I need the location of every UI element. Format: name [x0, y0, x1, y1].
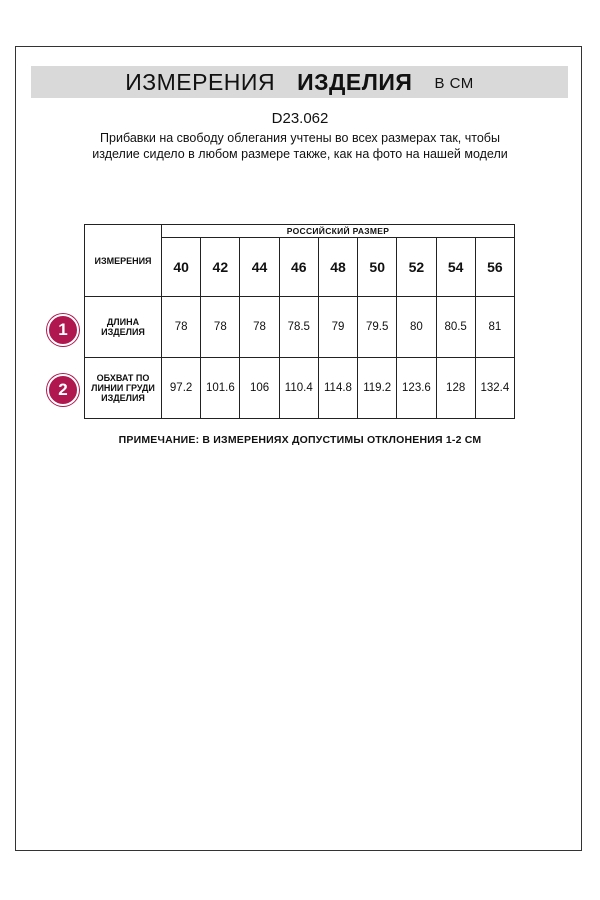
russian-size-header: РОССИЙСКИЙ РАЗМЕР [162, 225, 515, 238]
article-number: D23.062 [271, 110, 329, 127]
size-cell: 52 [397, 238, 436, 297]
value-cell: 110.4 [279, 358, 318, 419]
row-label-length: ДЛИНА ИЗДЕЛИЯ [85, 297, 162, 358]
size-cell: 44 [240, 238, 279, 297]
table-row-length [85, 297, 515, 358]
size-table [84, 224, 515, 419]
value-cell: 80 [397, 297, 436, 358]
badge-1: 1 [47, 314, 79, 346]
size-cell: 46 [279, 238, 318, 297]
table-header-row [85, 225, 515, 238]
badge-2: 2 [47, 374, 79, 406]
measurements-column-header: ИЗМЕРЕНИЯ [85, 225, 162, 297]
value-cell: 97.2 [162, 358, 201, 419]
size-cell: 54 [436, 238, 475, 297]
size-cell: 42 [201, 238, 240, 297]
value-cell: 80.5 [436, 297, 475, 358]
value-cell: 81 [475, 297, 514, 358]
value-cell: 106 [240, 358, 279, 419]
value-cell: 78 [240, 297, 279, 358]
size-cell: 40 [162, 238, 201, 297]
value-cell: 78.5 [279, 297, 318, 358]
value-cell: 78 [162, 297, 201, 358]
value-cell: 101.6 [201, 358, 240, 419]
size-cell: 56 [475, 238, 514, 297]
title-measurements: ИЗМЕРЕНИЯ [125, 68, 276, 95]
value-cell: 78 [201, 297, 240, 358]
title-bar [31, 66, 568, 98]
value-cell: 128 [436, 358, 475, 419]
value-cell: 123.6 [397, 358, 436, 419]
value-cell: 79.5 [358, 297, 397, 358]
table-row-chest [85, 358, 515, 419]
size-cell: 50 [358, 238, 397, 297]
value-cell: 114.8 [318, 358, 357, 419]
value-cell: 132.4 [475, 358, 514, 419]
title-product: ИЗДЕЛИЯ [297, 68, 413, 95]
fit-description: Прибавки на свободу облегания учтены во всех размерах так, чтобы изделие сидело в любом размере также, как на фото на нашей модели [92, 131, 508, 161]
value-cell: 119.2 [358, 358, 397, 419]
row-label-chest: ОБХВАТ ПО ЛИНИИ ГРУДИ ИЗДЕЛИЯ [85, 358, 162, 419]
size-cell: 48 [318, 238, 357, 297]
value-cell: 79 [318, 297, 357, 358]
page-frame [15, 46, 582, 851]
tolerance-note: ПРИМЕЧАНИЕ: В ИЗМЕРЕНИЯХ ДОПУСТИМЫ ОТКЛОНЕНИЯ 1-2 СМ [118, 434, 482, 446]
title-unit: В СМ [434, 74, 474, 92]
